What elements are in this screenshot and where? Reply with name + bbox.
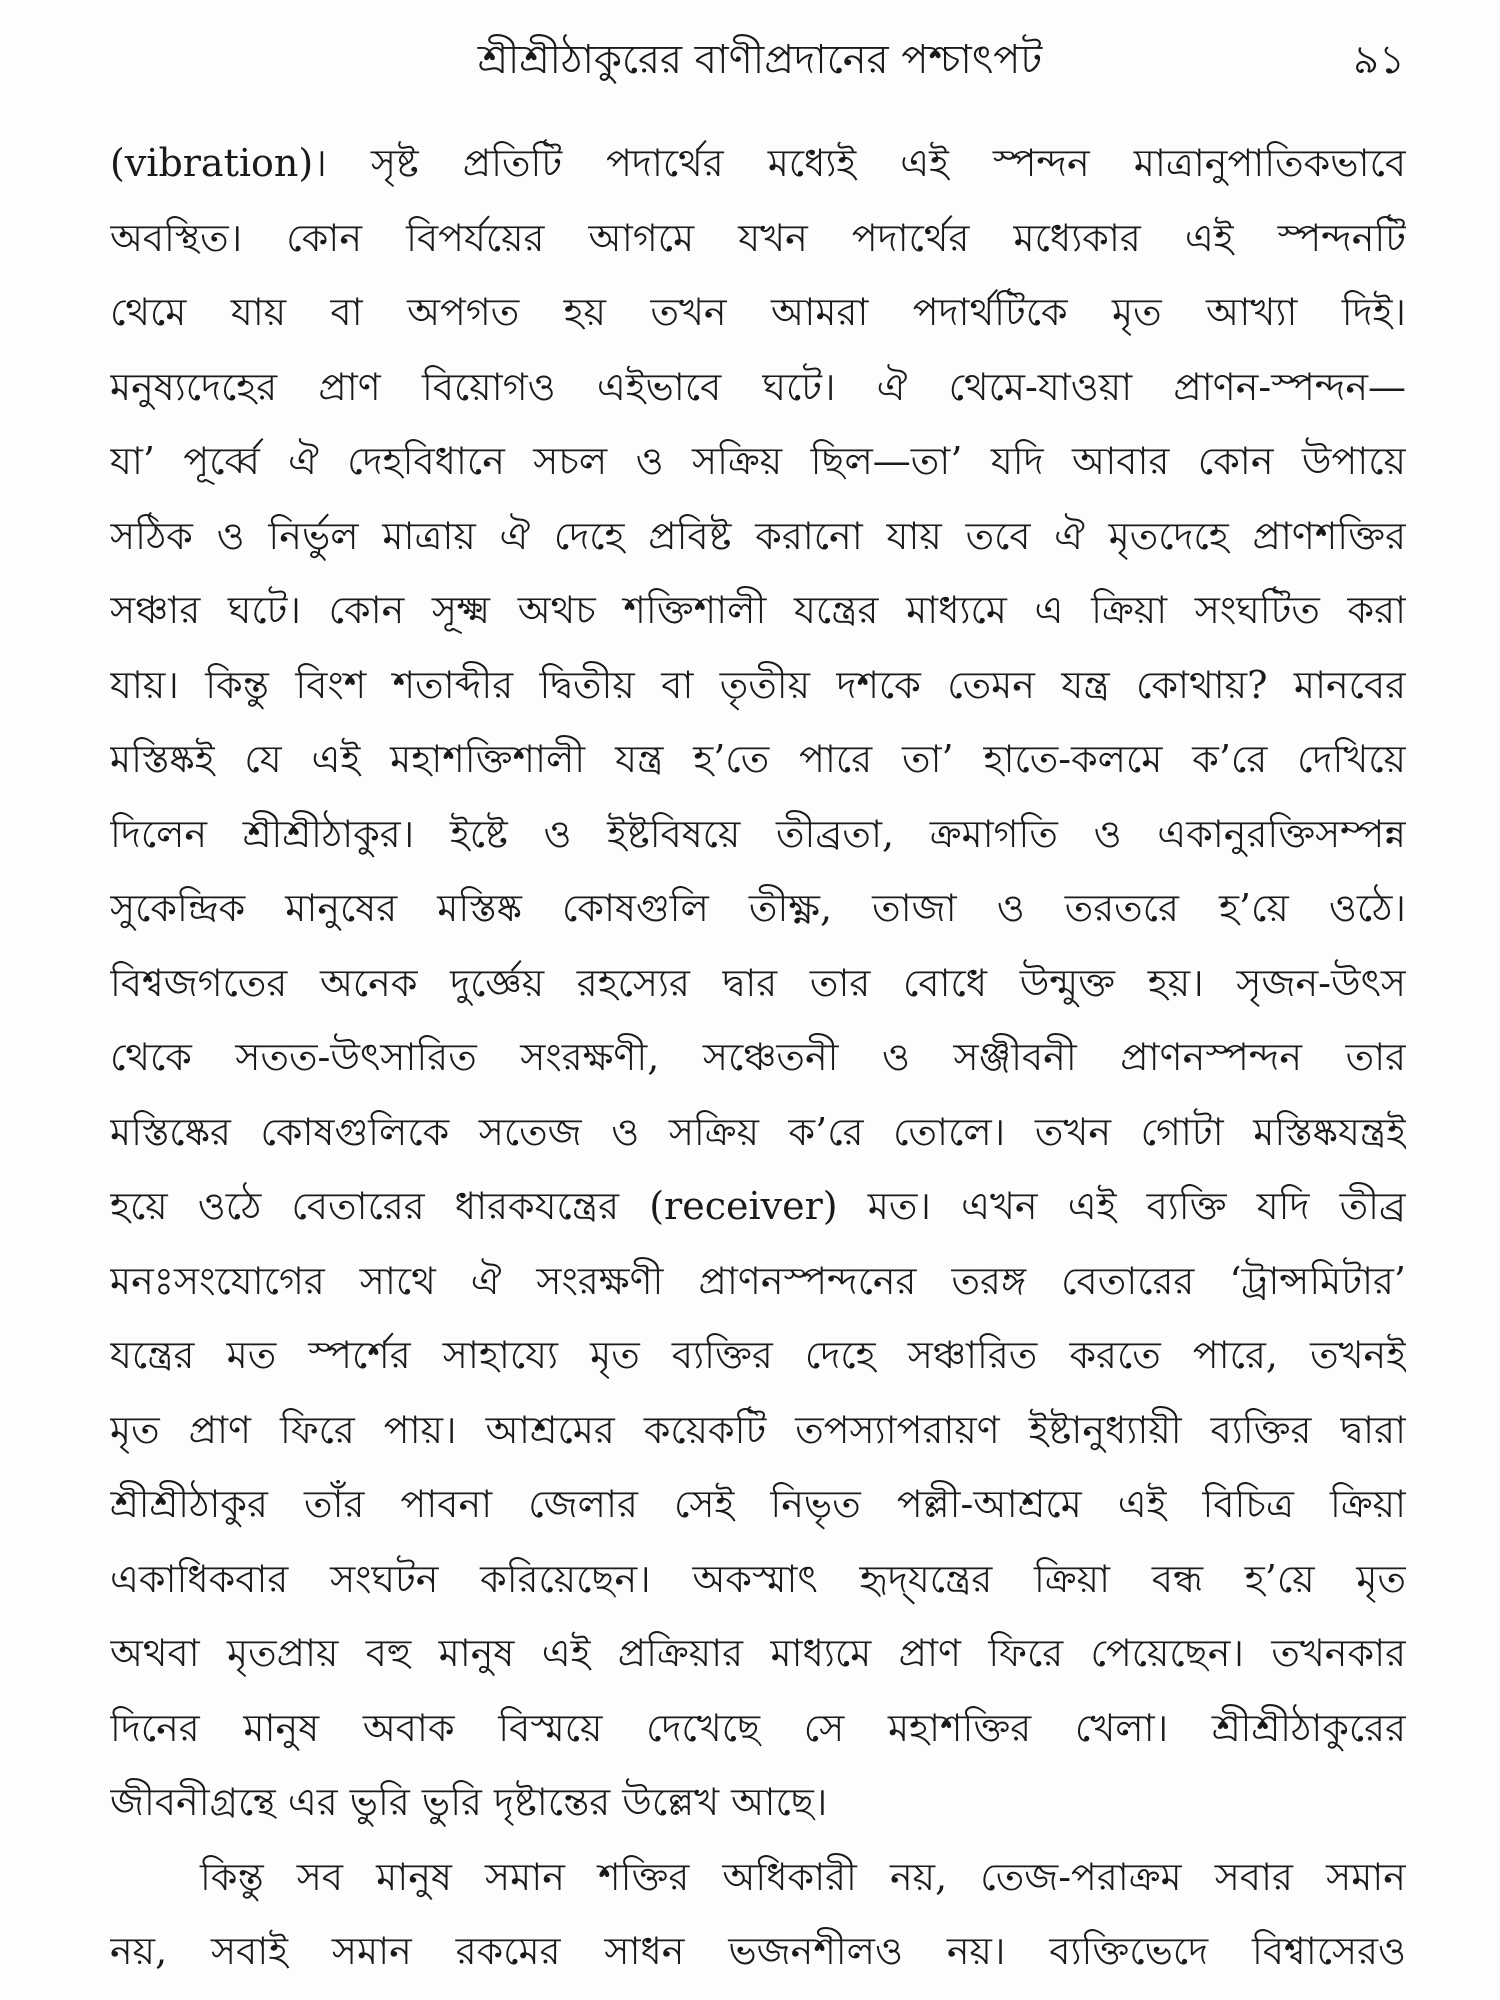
text-line: শ্রীশ্রীঠাকুর তাঁর পাবনা জেলার সেই নিভৃত পল্লী-আশ্রমে এই বিচিত্র ক্রিয়া bbox=[110, 1482, 1406, 1526]
text-line: অবস্থিত। কোন বিপর্যয়ের আগমে যখন পদার্থের মধ্যেকার এই স্পন্দনটি bbox=[110, 215, 1406, 260]
text-line: হয়ে ওঠে বেতারের ধারকযন্ত্রের (receiver) মত। এখন এই ব্যক্তি যদি তীব্র bbox=[110, 1184, 1406, 1228]
page-number: ৯১ bbox=[1353, 37, 1405, 83]
text-line: সঞ্চার ঘটে। কোন সূক্ষ্ম অথচ শক্তিশালী যন্ত্রের মাধ্যমে এ ক্রিয়া সংঘটিত করা bbox=[110, 588, 1406, 632]
text-line: মস্তিষ্কের কোষগুলিকে সতেজ ও সক্রিয় ক’রে তোলে। তখন গোটা মস্তিষ্কযন্ত্রই bbox=[110, 1109, 1406, 1154]
running-header bbox=[115, 30, 1405, 90]
text-line: দিনের মানুষ অবাক বিস্ময়ে দেখেছে সে মহাশক্তির খেলা। শ্রীশ্রীঠাকুরের bbox=[110, 1705, 1406, 1750]
text-line: মনুষ্যদেহের প্রাণ বিয়োগও এইভাবে ঘটে। ঐ থেমে-যাওয়া প্রাণন-স্পন্দন— bbox=[110, 364, 1406, 409]
text-line: যায়। কিন্তু বিংশ শতাব্দীর দ্বিতীয় বা তৃতীয় দশকে তেমন যন্ত্র কোথায়? মানবের bbox=[110, 662, 1406, 707]
text-line: সঠিক ও নির্ভুল মাত্রায় ঐ দেহে প্রবিষ্ট করানো যায় তবে ঐ মৃতদেহে প্রাণশক্তির bbox=[110, 513, 1406, 558]
text-line: নয়, সবাই সমান রকমের সাধন ভজনশীলও নয়। ব্যক্তিভেদে বিশ্বাসেরও bbox=[110, 1929, 1406, 1973]
text-line: সুকেন্দ্রিক মানুষের মস্তিষ্ক কোষগুলি তীক্ষ্ণ, তাজা ও তরতরে হ’য়ে ওঠে। bbox=[110, 886, 1406, 930]
running-title: শ্রীশ্রীঠাকুরের বাণীপ্রদানের পশ্চাৎপট bbox=[477, 37, 1043, 83]
text-line: (vibration)। সৃষ্ট প্রতিটি পদার্থের মধ্যেই এই স্পন্দন মাত্রানুপাতিকভাবে bbox=[110, 141, 1406, 185]
text-line: মস্তিষ্কই যে এই মহাশক্তিশালী যন্ত্র হ’তে পারে তা’ হাতে-কলমে ক’রে দেখিয়ে bbox=[110, 737, 1406, 781]
text-line: থেমে যায় বা অপগত হয় তখন আমরা পদার্থটিকে মৃত আখ্যা দিই। bbox=[110, 290, 1406, 334]
text-line: অথবা মৃতপ্রায় বহু মানুষ এই প্রক্রিয়ার মাধ্যমে প্রাণ ফিরে পেয়েছেন। তখনকার bbox=[110, 1631, 1406, 1675]
text-line: মনঃসংযোগের সাথে ঐ সংরক্ষণী প্রাণনস্পন্দনের তরঙ্গ বেতারের ‘ট্রান্সমিটার’ bbox=[110, 1258, 1406, 1303]
text-line-indented: কিন্তু সব মানুষ সমান শক্তির অধিকারী নয়, তেজ-পরাক্রম সবার সমান bbox=[200, 1854, 1406, 1899]
text-line: একাধিকবার সংঘটন করিয়েছেন। অকস্মাৎ হৃদ্‌যন্ত্রের ক্রিয়া বন্ধ হ’য়ে মৃত bbox=[110, 1556, 1406, 1601]
text-line: জীবনীগ্রন্থে এর ভুরি ভুরি দৃষ্টান্তের উল্লেখ আছে। bbox=[110, 1780, 828, 1824]
text-line: যন্ত্রের মত স্পর্শের সাহায্যে মৃত ব্যক্তির দেহে সঞ্চারিত করতে পারে, তখনই bbox=[110, 1333, 1406, 1377]
text-line: থেকে সতত-উৎসারিত সংরক্ষণী, সঞ্চেতনী ও সঞ্জীবনী প্রাণনস্পন্দন তার bbox=[110, 1035, 1406, 1079]
text-line: যা’ পূর্ব্বে ঐ দেহবিধানে সচল ও সক্রিয় ছিল—তা’ যদি আবার কোন উপায়ে bbox=[110, 439, 1406, 483]
text-line: বিশ্বজগতের অনেক দুর্জ্ঞেয় রহস্যের দ্বার তার বোধে উন্মুক্ত হয়। সৃজন-উৎস bbox=[110, 960, 1406, 1005]
text-line: দিলেন শ্রীশ্রীঠাকুর। ইষ্টে ও ইষ্টবিষয়ে তীব্রতা, ক্রমাগতি ও একানুরক্তিসম্পন্ন bbox=[110, 811, 1406, 856]
body-text bbox=[110, 126, 1406, 1989]
text-line: মৃত প্রাণ ফিরে পায়। আশ্রমের কয়েকটি তপস্যাপরায়ণ ইষ্টানুধ্যায়ী ব্যক্তির দ্বারা bbox=[110, 1407, 1406, 1452]
